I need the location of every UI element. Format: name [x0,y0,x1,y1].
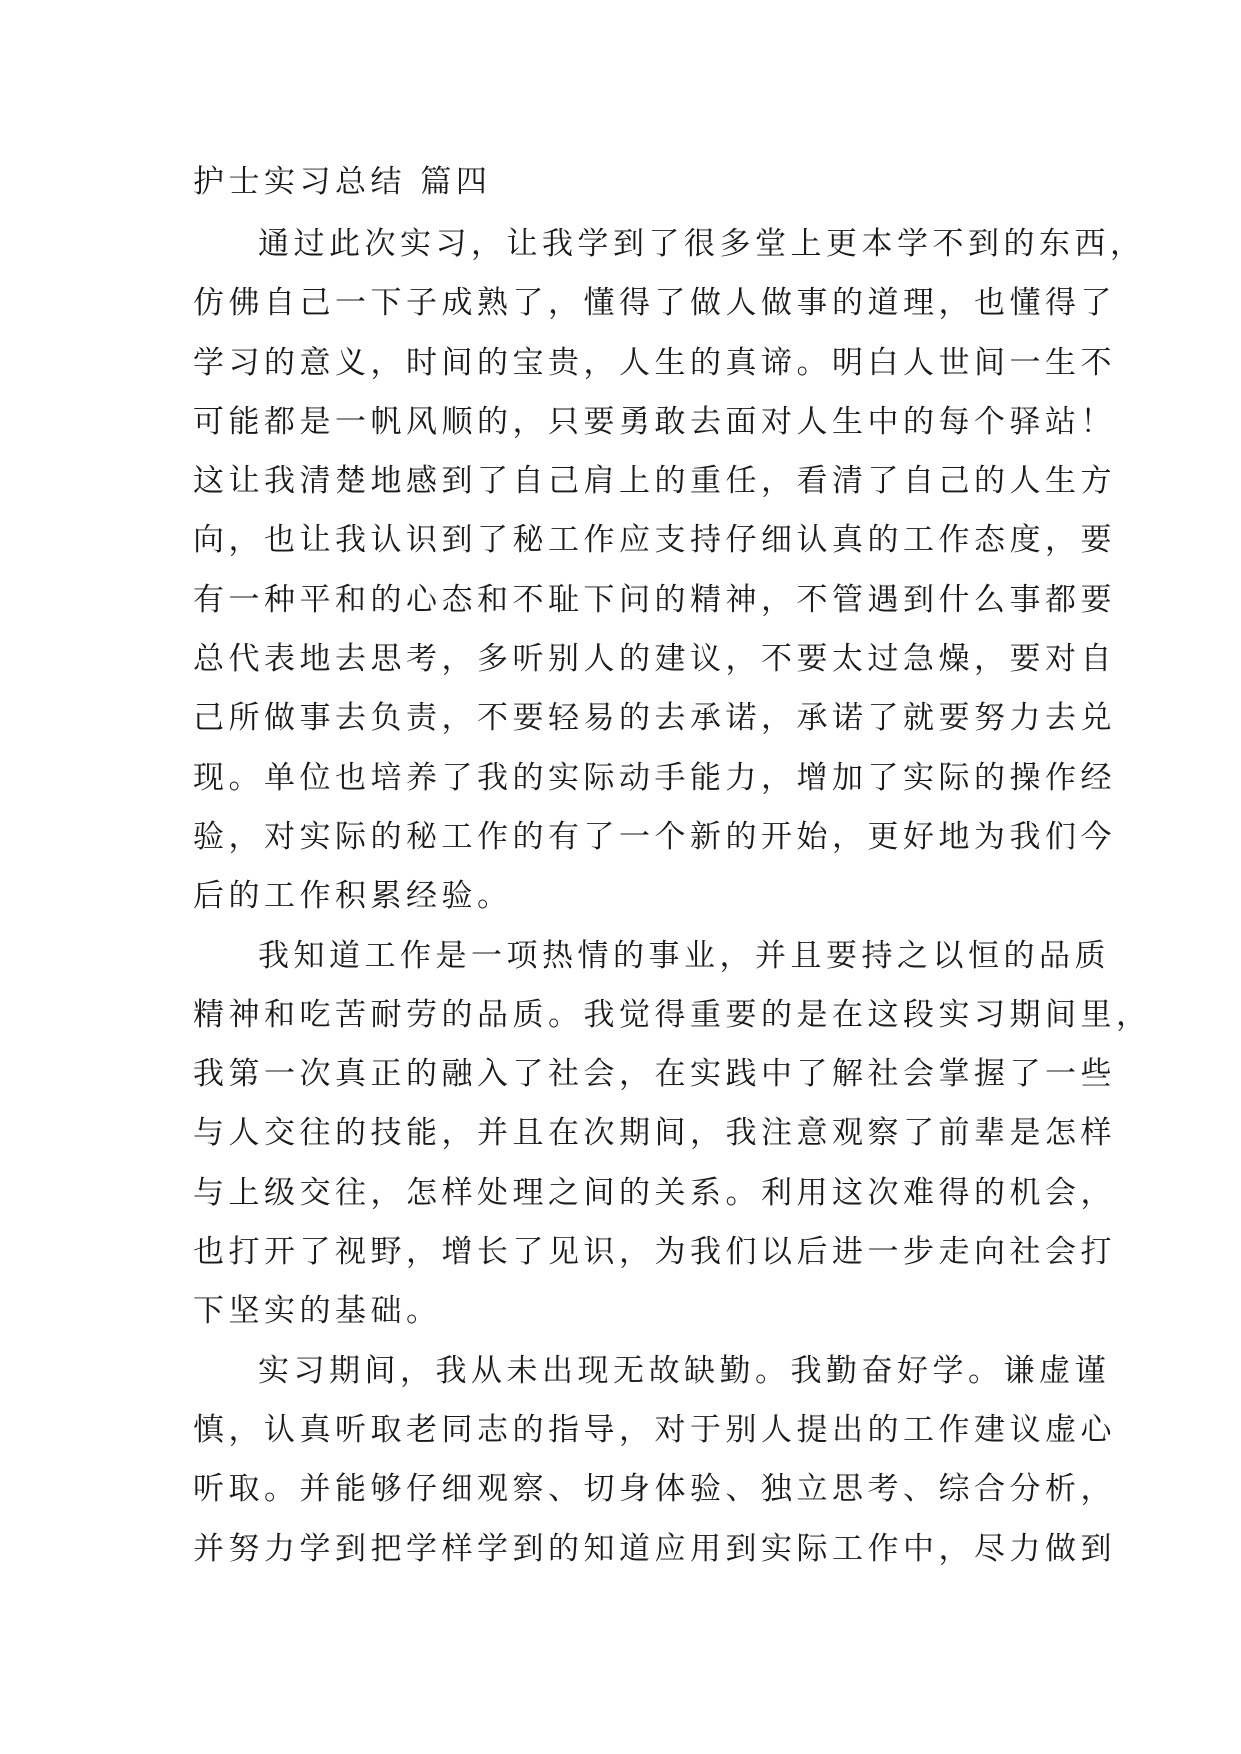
text-line: 也打开了视野，增长了见识，为我们以后进一步走向社会打 [193,1234,1116,1271]
text-line: 己所做事去负责，不要轻易的去承诺，承诺了就要努力去兑 [193,700,1116,737]
text-line: 通过此次实习，让我学到了很多堂上更本学不到的东西， [258,226,1146,262]
paragraph-1 [193,215,1146,927]
text-line: 听取。并能够仔细观察、切身体验、独立思考、综合分析， [193,1471,1116,1508]
text-line: 后的工作积累经验。 [193,878,513,915]
text-line: 学习的意义，时间的宝贵，人生的真谛。明白人世间一生不 [193,344,1116,381]
text-line: 这让我清楚地感到了自己肩上的重任，看清了自己的人生方 [193,463,1116,500]
text-line: 现。单位也培养了我的实际动手能力，增加了实际的操作经 [193,759,1116,796]
text-line: 实习期间，我从未出现无故缺勤。我勤奋好学。谦虚谨 [258,1352,1110,1389]
paragraph-3 [193,1342,1116,1579]
document-title: 护士实习总结 篇四 [193,164,492,200]
text-line: 与上级交往，怎样处理之间的关系。利用这次难得的机会， [193,1174,1116,1211]
text-line: 向，也让我认识到了秘工作应支持仔细认真的工作态度，要 [193,522,1116,559]
paragraph-2 [193,927,1152,1342]
text-line: 慎，认真听取老同志的指导，对于别人提出的工作建议虚心 [193,1411,1116,1448]
text-line: 可能都是一帆风顺的，只要勇敢去面对人生中的每个驿站！ [193,403,1116,440]
text-line: 我第一次真正的融入了社会，在实践中了解社会掌握了一些 [193,1056,1116,1093]
text-line: 与人交往的技能，并且在次期间，我注意观察了前辈是怎样 [193,1115,1116,1152]
text-line: 总代表地去思考，多听别人的建议，不要太过急燥，要对自 [193,641,1116,678]
text-line: 验，对实际的秘工作的有了一个新的开始，更好地为我们今 [193,818,1116,855]
text-line: 精神和吃苦耐劳的品质。我觉得重要的是在这段实习期间里， [193,996,1152,1033]
text-line: 有一种平和的心态和不耻下问的精神，不管遇到什么事都要 [193,581,1116,618]
text-line: 我知道工作是一项热情的事业，并且要持之以恒的品质 [258,937,1110,974]
document-body [193,150,1152,1579]
text-line: 并努力学到把学样学到的知道应用到实际工作中，尽力做到 [193,1530,1116,1567]
text-line: 仿佛自己一下子成熟了，懂得了做人做事的道理，也懂得了 [193,285,1116,322]
text-line: 下坚实的基础。 [193,1293,442,1330]
